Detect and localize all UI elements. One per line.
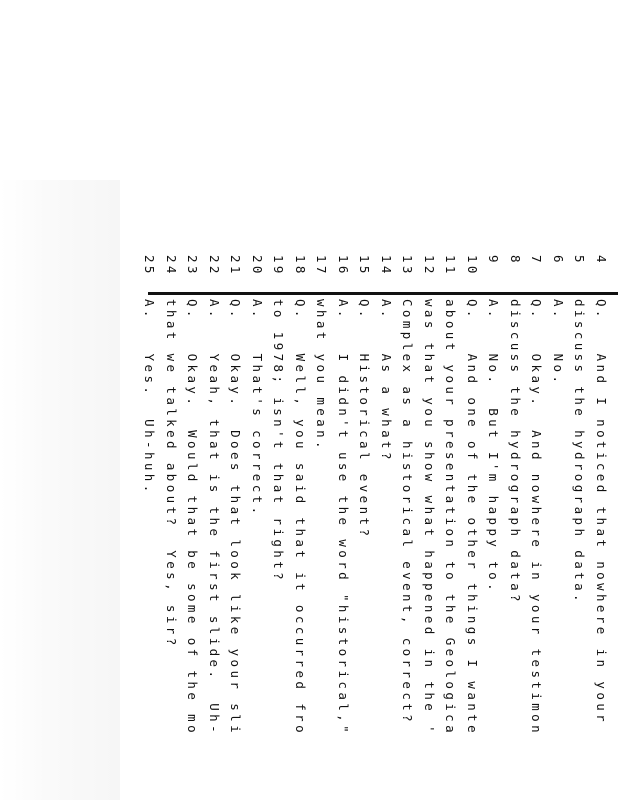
transcript-line [354,255,376,539]
line-number: 14 [379,255,394,277]
transcript-line [419,255,441,736]
transcript-line [548,255,570,386]
line-text: Complex as a historical event, correct? [400,299,416,726]
transcript-line [182,255,204,736]
line-text: A. No. [551,299,566,387]
transcript-line [569,255,591,605]
line-text: about your presentation to the Geologica [443,299,459,737]
line-number: 19 [271,255,287,277]
transcript-line [268,255,290,583]
line-number: 16 [336,255,351,277]
transcript-line [591,255,613,725]
line-number: 7 [529,255,545,266]
line-text: discuss the hydrograph data. [572,299,588,605]
line-number: 25 [142,255,158,277]
line-number: 8 [508,255,523,266]
line-number: 20 [250,255,265,277]
line-number: 21 [228,255,244,277]
line-number: 11 [443,255,459,277]
line-text: was that you show what happened in the ' [422,299,437,737]
line-text: A. I didn't use the word "historical," [336,299,351,737]
transcript-line [333,255,355,736]
line-text: to 1978; isn't that right? [271,299,287,584]
transcript-line [526,255,548,736]
line-number: 15 [357,255,373,277]
transcript-line [311,255,333,452]
line-text: Q. And one of the other things I wante [465,299,480,737]
line-text: Q. Okay. Does that look like your sli [228,299,244,737]
transcript-line [440,255,462,736]
line-text: Q. Historical event? [357,299,373,540]
line-number: 10 [465,255,480,277]
transcript-line [204,255,226,736]
transcript-line [397,255,419,725]
transcript-line [225,255,247,736]
transcript-line [483,255,505,594]
transcript-line [290,255,312,736]
transcript-line [247,255,269,518]
line-number: 4 [594,255,609,266]
line-text: A. No. But I'm happy to. [486,299,502,594]
line-text: Q. And I noticed that nowhere in your [594,299,609,726]
line-number: 5 [572,255,588,266]
line-text: Q. Okay. Would that be some of the mo [185,299,201,737]
line-number: 24 [164,255,179,277]
line-text: what you mean. [314,299,330,452]
line-text: Q. Okay. And nowhere in your testimon [529,299,545,737]
line-text: discuss the hydrograph data? [508,299,523,605]
transcript-page [142,255,618,800]
line-number: 6 [551,255,566,266]
line-text: A. As a what? [379,299,394,463]
line-number: 22 [207,255,222,277]
transcript-line [376,255,398,463]
line-text: A. That's correct. [250,299,265,518]
transcript-line [462,255,484,736]
line-number: 12 [422,255,437,277]
line-number: 17 [314,255,330,277]
line-number: 13 [400,255,416,277]
line-text: A. Yeah, that is the first slide. Uh- [207,299,222,737]
line-text: A. Yes. Uh-huh. [142,299,158,496]
transcript-line [139,255,161,496]
transcript-line [161,255,183,649]
line-number: 23 [185,255,201,277]
line-text: that we talked about? Yes, sir? [164,299,179,649]
line-text: Q. Well, you said that it occurred fro [293,299,308,737]
scan-margin-shade [0,180,120,800]
transcript-line [505,255,527,605]
line-number: 18 [293,255,308,277]
line-number: 9 [486,255,502,266]
